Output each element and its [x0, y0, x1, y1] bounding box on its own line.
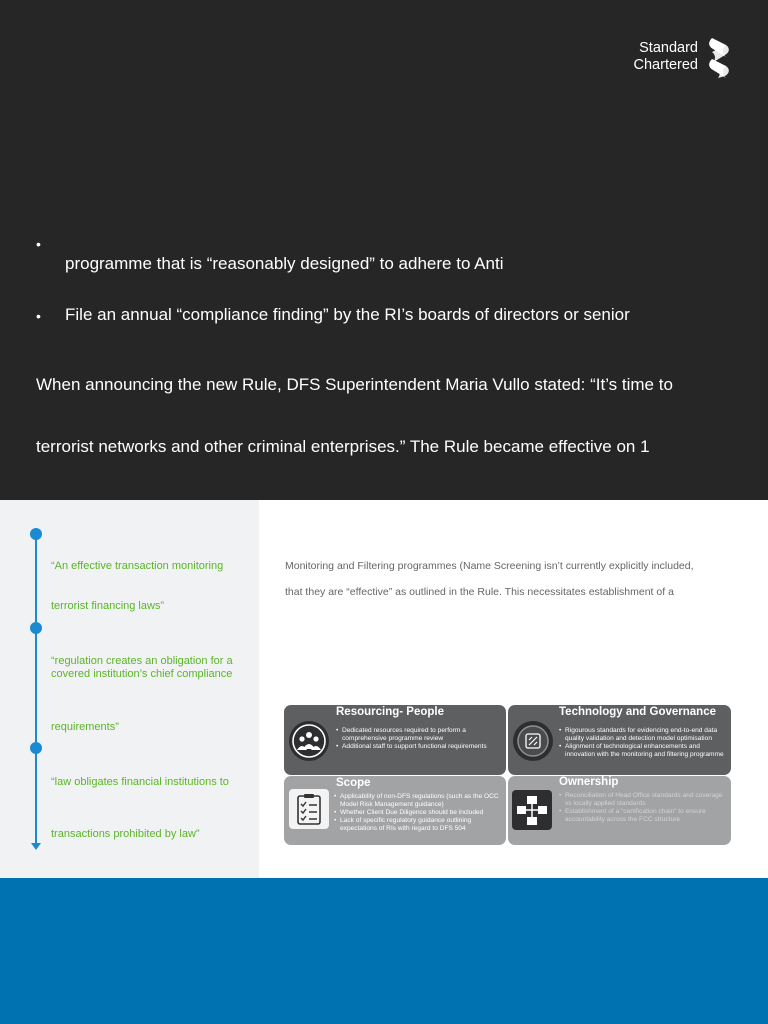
standard-chartered-mark-icon — [704, 36, 734, 78]
hierarchy-network-icon — [512, 790, 552, 830]
card-scope-title: Scope — [336, 777, 371, 789]
announcement-line-1: When announcing the new Rule, DFS Superintendent Maria Vullo stated: “It’s time to — [36, 375, 673, 394]
card-scope — [284, 776, 506, 845]
card-technology-list — [559, 727, 727, 759]
quote-1-line-2: terrorist financing laws” — [51, 600, 165, 612]
body-text-line-1: Monitoring and Filtering programmes (Name Screening isn’t currently explicitly included, — [285, 560, 694, 572]
quote-2-line-1: “regulation creates an obligation for a covered institution’s chief compliance — [51, 655, 233, 680]
timeline-arrow — [31, 843, 41, 850]
bullet-marker-2: • — [36, 308, 41, 324]
card-resourcing-list — [336, 727, 502, 751]
card-resourcing-people — [284, 705, 506, 775]
bullet-1-text: programme that is “reasonably designed” to adhere to Anti — [65, 254, 504, 273]
logo-line-chartered: Chartered — [633, 57, 698, 73]
logo-line-standard: Standard — [639, 40, 698, 56]
card-ownership-item-2: • Establishment of a “certification chain” to ensure accountability across the FCC structure — [559, 808, 727, 824]
body-text-line-2: that they are “effective” as outlined in the Rule. This necessitates establishment of a — [285, 586, 674, 598]
bullet-marker-1: • — [36, 236, 41, 252]
timeline-dot-1 — [30, 528, 42, 540]
card-scope-item-3: • Lack of specific regulatory guidance outlining expectations of RIs with regard to DFS 504 — [334, 817, 504, 833]
quote-1-line-1: “An effective transaction monitoring — [51, 560, 224, 572]
quote-3-line-2: transactions prohibited by law” — [51, 828, 200, 840]
technology-chip-icon — [513, 721, 553, 761]
bullet-2-text: File an annual “compliance finding” by the RI’s boards of directors or senior — [65, 305, 630, 324]
card-scope-item-2: • Whether Client Due Diligence should be included — [334, 809, 504, 817]
card-resourcing-item-1: • Dedicated resources required to perform a comprehensive programme review — [336, 727, 502, 743]
card-ownership — [508, 776, 731, 845]
logo-text — [634, 40, 698, 74]
dark-header-section — [0, 0, 768, 500]
standard-chartered-logo — [634, 36, 734, 78]
timeline-dot-2 — [30, 622, 42, 634]
card-scope-list — [334, 793, 504, 833]
announcement-line-2: terrorist networks and other criminal enterprises.” The Rule became effective on 1 — [36, 437, 650, 456]
card-ownership-item-1: • Reconciliation of Head Office standards and coverage vs locally applied standards — [559, 792, 727, 808]
timeline-dot-3 — [30, 742, 42, 754]
timeline-line — [35, 533, 37, 845]
card-technology-item-1: • Rigourous standards for evidencing end-to-end data quality validation and detection model optimisation — [559, 727, 727, 743]
card-technology-title: Technology and Governance — [559, 706, 716, 718]
blue-footer-band — [0, 878, 768, 1024]
people-group-icon — [289, 721, 329, 761]
timeline-panel — [0, 500, 259, 878]
quote-2-line-2: requirements” — [51, 721, 119, 733]
card-technology-governance — [508, 705, 731, 775]
card-resourcing-item-2: • Additional staff to support functional requirements — [336, 743, 502, 751]
card-technology-item-2: • Alignment of technological enhancements and innovation with the monitoring and filtering programme — [559, 743, 727, 759]
checklist-clipboard-icon — [289, 789, 329, 829]
card-scope-item-1: • Applicability of non-DFS regulations (such as the OCC Model Risk Management guidance) — [334, 793, 504, 809]
card-resourcing-title: Resourcing- People — [336, 706, 444, 718]
card-ownership-title: Ownership — [559, 776, 619, 788]
quote-3-line-1: “law obligates financial institutions to — [51, 776, 229, 788]
card-ownership-list — [559, 792, 727, 824]
